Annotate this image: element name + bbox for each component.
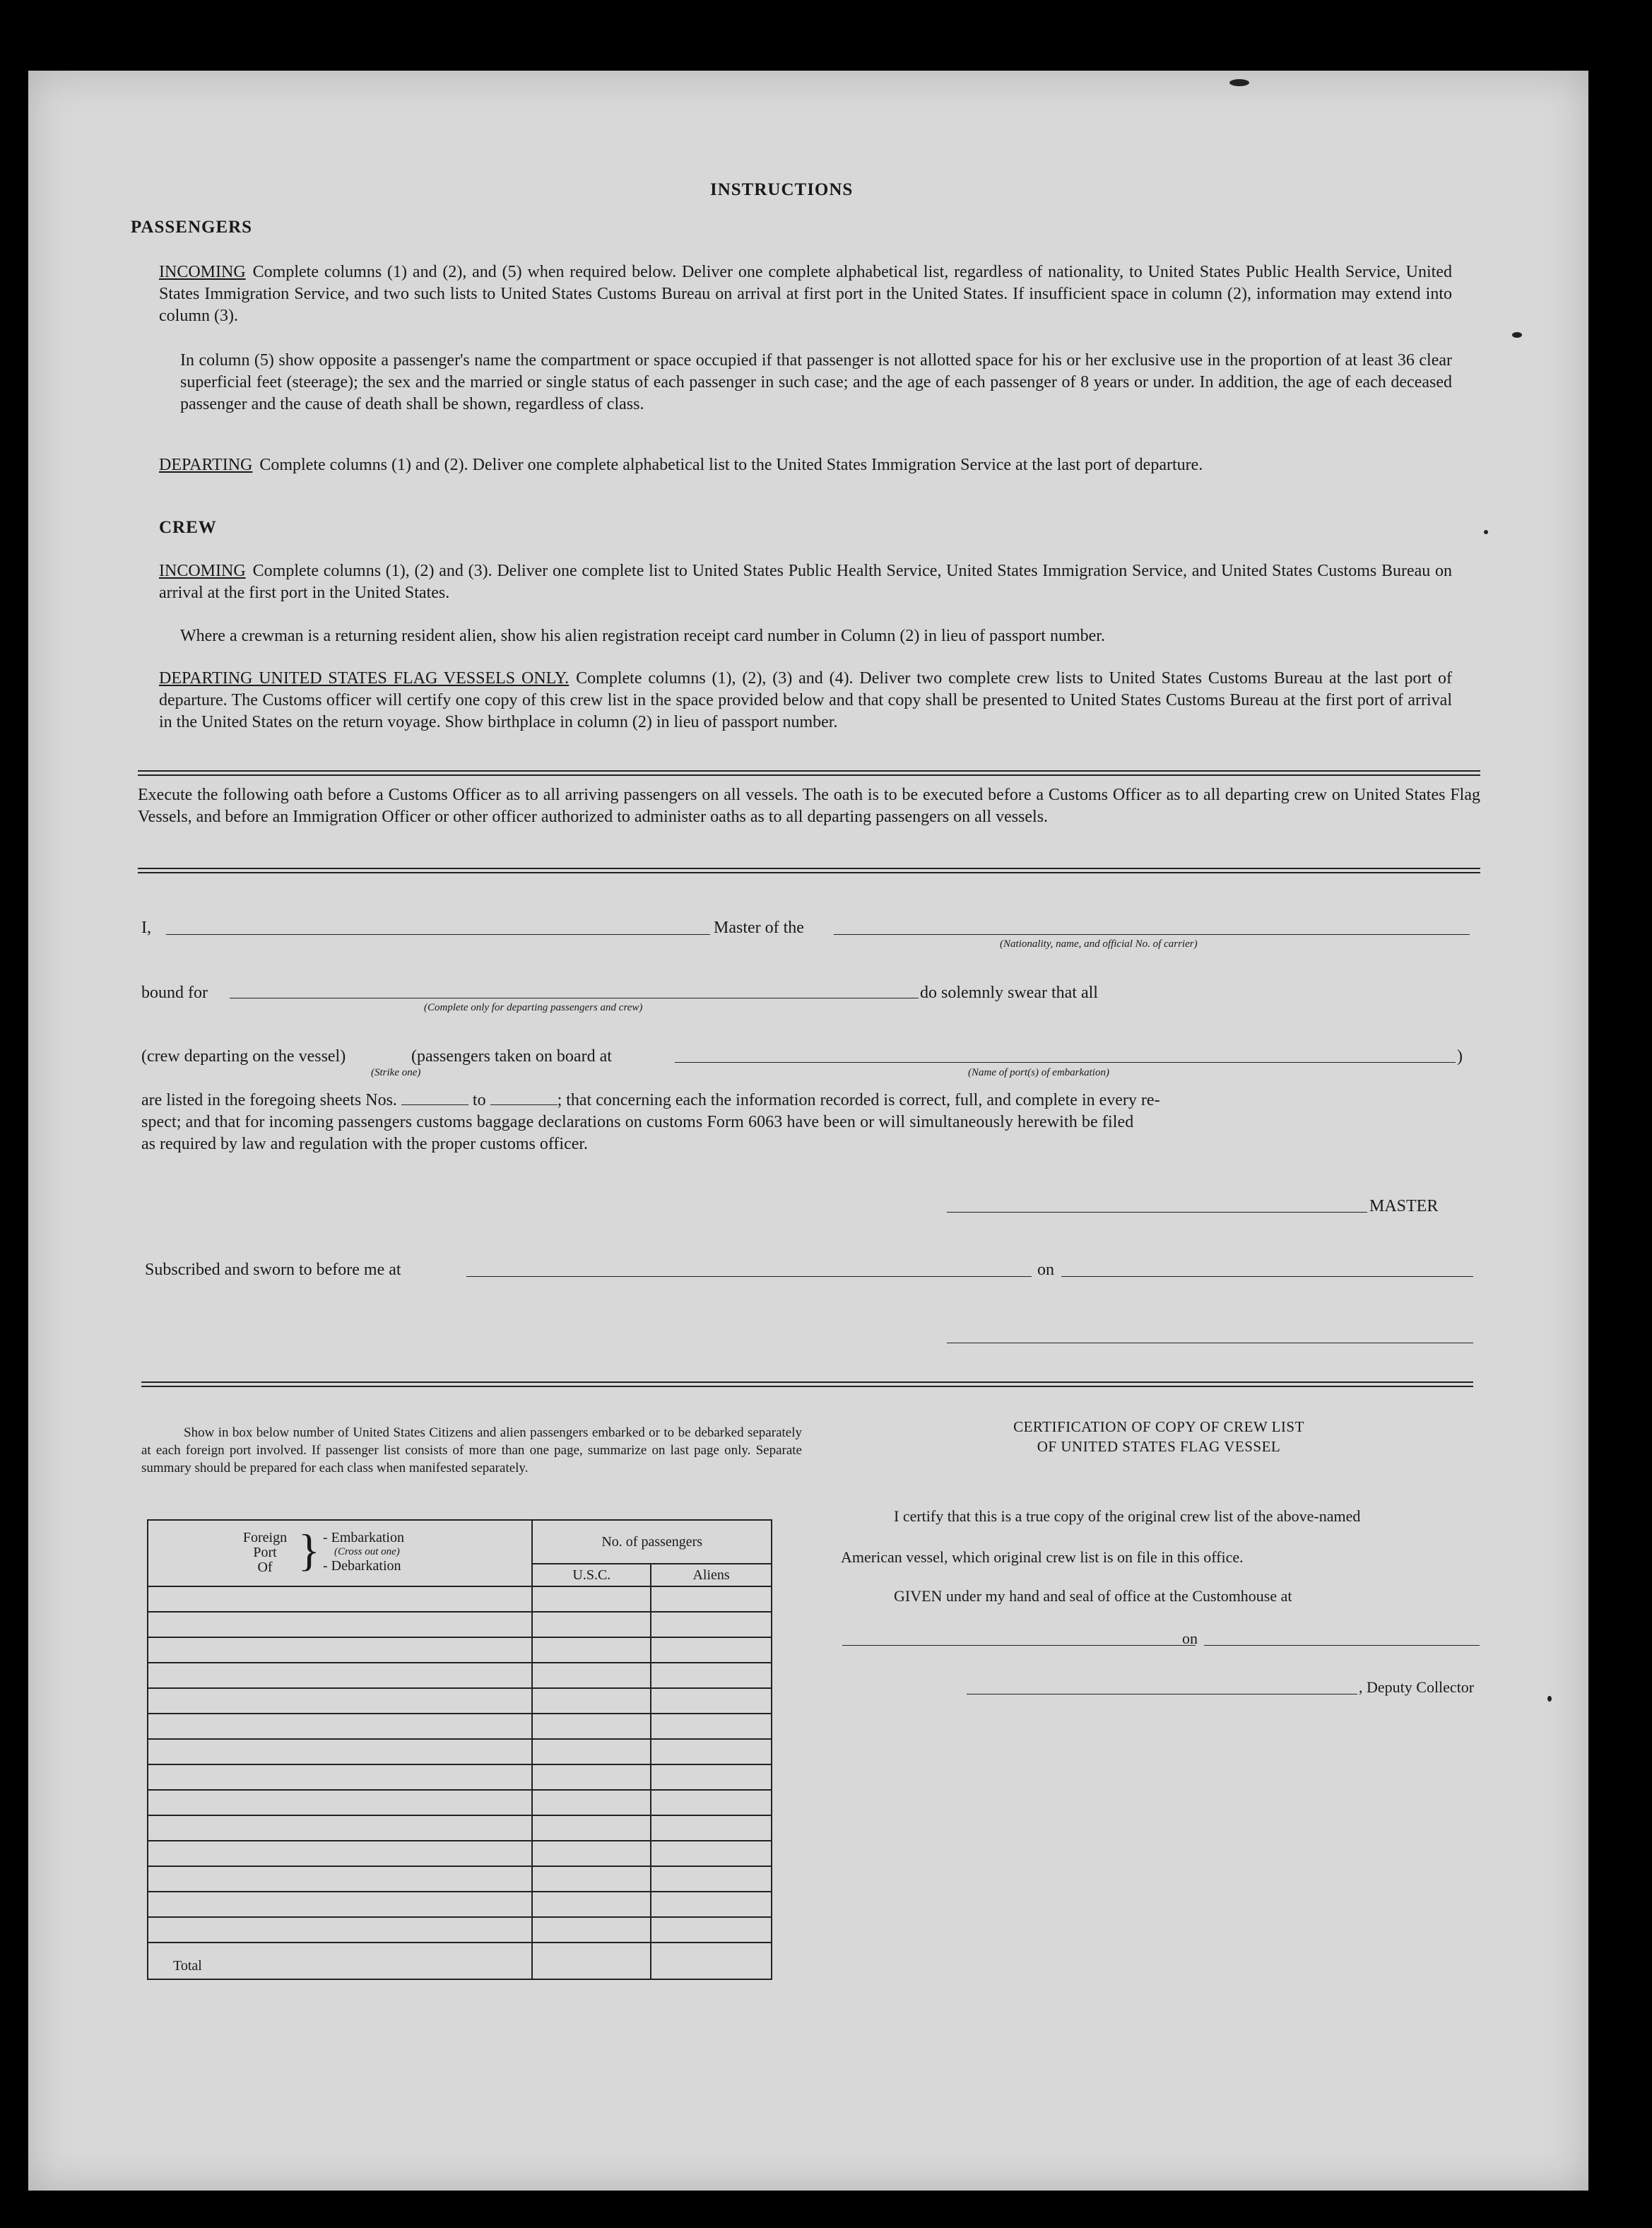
summary-row bbox=[148, 1790, 772, 1815]
listed-line-3: as required by law and regulation with the proper customs officer. bbox=[141, 1135, 589, 1153]
sheet-to-field[interactable] bbox=[490, 1104, 557, 1105]
summary-row bbox=[148, 1637, 772, 1663]
usc-cell[interactable] bbox=[532, 1714, 651, 1739]
scan-speck bbox=[1229, 79, 1249, 86]
summary-row bbox=[148, 1612, 772, 1637]
foreign-port-of bbox=[230, 1531, 300, 1575]
usc-cell[interactable] bbox=[532, 1892, 651, 1917]
master-signature-line[interactable] bbox=[947, 1212, 1367, 1213]
port-header-cell bbox=[148, 1520, 532, 1586]
port-cell[interactable] bbox=[148, 1663, 532, 1688]
summary-row bbox=[148, 1739, 772, 1764]
port-cell[interactable] bbox=[148, 1586, 532, 1612]
passengers-heading: PASSENGERS bbox=[131, 218, 253, 237]
subscribed-place-line[interactable] bbox=[466, 1276, 1032, 1277]
total-usc-cell[interactable] bbox=[532, 1943, 651, 1979]
summary-row bbox=[148, 1663, 772, 1688]
of-label: Of bbox=[257, 1560, 273, 1575]
summary-row bbox=[148, 1917, 772, 1943]
given-text: GIVEN under my hand and seal of office at the Customhouse at bbox=[894, 1587, 1292, 1605]
usc-cell[interactable] bbox=[532, 1612, 651, 1637]
listed-prefix: are listed in the foregoing sheets Nos. bbox=[141, 1091, 397, 1109]
scan-speck bbox=[1547, 1696, 1552, 1702]
usc-header: U.S.C. bbox=[532, 1564, 651, 1586]
ports-close-paren: ) bbox=[1457, 1047, 1463, 1066]
divider-2b bbox=[138, 872, 1480, 873]
aliens-cell[interactable] bbox=[651, 1637, 772, 1663]
aliens-header: Aliens bbox=[651, 1564, 772, 1586]
port-cell[interactable] bbox=[148, 1764, 532, 1790]
passengers-departing-paragraph bbox=[159, 454, 1452, 476]
summary-row bbox=[148, 1815, 772, 1841]
certify-text: I certify that this is a true copy of the original crew list of the above-named bbox=[894, 1507, 1361, 1525]
aliens-cell[interactable] bbox=[651, 1866, 772, 1892]
instructions-title: INSTRUCTIONS bbox=[710, 180, 854, 199]
usc-cell[interactable] bbox=[532, 1841, 651, 1866]
to-label: to bbox=[472, 1091, 486, 1109]
scan-speck bbox=[1484, 530, 1488, 534]
master-of-the-label: Master of the bbox=[714, 919, 804, 937]
master-name-line[interactable] bbox=[166, 934, 710, 935]
usc-cell[interactable] bbox=[532, 1790, 651, 1815]
port-cell[interactable] bbox=[148, 1815, 532, 1841]
oath-i-label: I, bbox=[141, 919, 151, 937]
aliens-cell[interactable] bbox=[651, 1586, 772, 1612]
aliens-cell[interactable] bbox=[651, 1790, 772, 1815]
summary-rows bbox=[148, 1586, 772, 1943]
listed-line bbox=[141, 1090, 1484, 1112]
column5-paragraph: In column (5) show opposite a passenger's name the compartment or space occupied if that passenger is not allotted space for his or her exclusive use in the proportion of at least 36 clear superficial feet (steerage); the sex and the married or single status of each passenger in such case; and the age of each passenger of 8 years or under. In addition, the age of each deceased passenger and the cause of death shall be shown, regardless of class. bbox=[180, 351, 1452, 413]
master-label: MASTER bbox=[1369, 1197, 1439, 1215]
swear-label: do solemnly swear that all bbox=[920, 984, 1098, 1002]
summary-row bbox=[148, 1688, 772, 1714]
usc-cell[interactable] bbox=[532, 1917, 651, 1943]
port-cell[interactable] bbox=[148, 1917, 532, 1943]
divider-3b bbox=[141, 1386, 1473, 1387]
certification-title bbox=[841, 1417, 1477, 1456]
crew-departing-option: (crew departing on the vessel) bbox=[141, 1047, 346, 1066]
certification-title-line1: CERTIFICATION OF COPY OF CREW LIST bbox=[1013, 1418, 1304, 1435]
summary-row bbox=[148, 1586, 772, 1612]
carrier-line[interactable] bbox=[834, 934, 1470, 935]
crew-incoming-text: Complete columns (1), (2) and (3). Deliver one complete list to United States Public Health Service, United States Immigration Service, and United States Customs Bureau on arrival at the first port in the United States. bbox=[159, 562, 1452, 602]
summary-row bbox=[148, 1764, 772, 1790]
aliens-cell[interactable] bbox=[651, 1714, 772, 1739]
aliens-cell[interactable] bbox=[651, 1841, 772, 1866]
brace-glyph: } bbox=[298, 1525, 320, 1575]
port-cell[interactable] bbox=[148, 1612, 532, 1637]
port-cell[interactable] bbox=[148, 1790, 532, 1815]
aliens-cell[interactable] bbox=[651, 1739, 772, 1764]
passengers-taken-option: (passengers taken on board at bbox=[411, 1047, 612, 1066]
strike-one-note: (Strike one) bbox=[371, 1067, 421, 1078]
passengers-incoming-label: INCOMING bbox=[159, 263, 246, 281]
cross-out-note: (Cross out one) bbox=[334, 1546, 400, 1557]
embark-options bbox=[323, 1531, 404, 1573]
port-cell[interactable] bbox=[148, 1739, 532, 1764]
passengers-incoming-paragraph bbox=[159, 261, 1452, 327]
aliens-cell[interactable] bbox=[651, 1917, 772, 1943]
aliens-cell[interactable] bbox=[651, 1892, 772, 1917]
carrier-note: (Nationality, name, and official No. of carrier) bbox=[1000, 938, 1198, 950]
subscribed-label: Subscribed and sworn to before me at bbox=[145, 1261, 401, 1279]
subscribed-date-line[interactable] bbox=[1061, 1276, 1473, 1277]
usc-cell[interactable] bbox=[532, 1663, 651, 1688]
ports-note: (Name of port(s) of embarkation) bbox=[968, 1067, 1109, 1078]
passengers-incoming-text: Complete columns (1) and (2), and (5) when required below. Deliver one complete alphabetical list, regardless of nationality, to United States Public Health Service, United States Immigration Service, and two such lists to United States Customs Bureau on arrival at first port in the United States. If insufficient space in column (2), information may extend into column (3). bbox=[159, 263, 1452, 325]
bound-for-label: bound for bbox=[141, 984, 208, 1002]
aliens-cell[interactable] bbox=[651, 1688, 772, 1714]
summary-row bbox=[148, 1841, 772, 1866]
certification-title-line2: OF UNITED STATES FLAG VESSEL bbox=[1037, 1438, 1281, 1455]
usc-cell[interactable] bbox=[532, 1815, 651, 1841]
customhouse-line[interactable] bbox=[842, 1645, 1196, 1646]
certification-on-label: on bbox=[1182, 1629, 1198, 1647]
passenger-summary-table bbox=[147, 1519, 772, 1980]
divider-1b bbox=[138, 774, 1480, 776]
subscribed-on-label: on bbox=[1037, 1261, 1054, 1279]
crew-heading: CREW bbox=[159, 518, 217, 537]
crew-departing-text: Complete columns (1), (2), (3) and (4). Deliver two complete crew lists to United States Customs Bureau at the last port of departure. The Customs officer will certify one copy of this crew list in the space provided below and that copy shall be presented to United States Customs Bureau at the first port of arrival in the United States on the return voyage. Show birthplace in column (2) in lieu of passport number. bbox=[159, 669, 1452, 731]
aliens-cell[interactable] bbox=[651, 1612, 772, 1637]
bound-for-note: (Complete only for departing passengers and crew) bbox=[424, 1002, 643, 1013]
summary-instructions: Show in box below number of United States Citizens and alien passengers embarked or to be debarked separately at each foreign port involved. If passenger list consists of more than one page, summarize on last page only. Separate summary should be prepared for each class when manifested separately. bbox=[141, 1425, 802, 1475]
port-label: Port bbox=[253, 1545, 277, 1560]
scan-speck bbox=[1512, 332, 1522, 338]
debarkation-option[interactable]: - Debarkation bbox=[323, 1558, 401, 1574]
summary-row bbox=[148, 1892, 772, 1917]
port-cell[interactable] bbox=[148, 1892, 532, 1917]
port-cell[interactable] bbox=[148, 1688, 532, 1714]
aliens-cell[interactable] bbox=[651, 1663, 772, 1688]
usc-cell[interactable] bbox=[532, 1637, 651, 1663]
port-cell[interactable] bbox=[148, 1841, 532, 1866]
oath-instruction: Execute the following oath before a Customs Officer as to all arriving passengers on all vessels. The oath is to be executed before a Customs Officer as to all departing crew on United States Flag Vessels, and before an Immigration Officer or other officer authorized to administer oaths as to all departing passengers on all vessels. bbox=[138, 786, 1480, 826]
port-cell[interactable] bbox=[148, 1637, 532, 1663]
divider-1a bbox=[138, 770, 1480, 772]
foreign-label: Foreign bbox=[242, 1530, 288, 1545]
crew-incoming-label: INCOMING bbox=[159, 562, 246, 580]
aliens-cell[interactable] bbox=[651, 1764, 772, 1790]
ports-line[interactable] bbox=[675, 1062, 1456, 1063]
port-cell[interactable] bbox=[148, 1714, 532, 1739]
crew-resident-paragraph: Where a crewman is a returning resident alien, show his alien registration receipt card number in Column (2) in lieu of passport number. bbox=[180, 627, 1105, 645]
form-sheet bbox=[28, 71, 1588, 2191]
listed-line-2: spect; and that for incoming passengers customs baggage declarations on customs Form 6063 have been or will simultaneously herewith be filed bbox=[141, 1113, 1134, 1131]
crew-departing-paragraph bbox=[159, 668, 1452, 733]
summary-row bbox=[148, 1714, 772, 1739]
usc-cell[interactable] bbox=[532, 1739, 651, 1764]
crew-incoming-paragraph bbox=[159, 560, 1452, 604]
port-cell[interactable] bbox=[148, 1866, 532, 1892]
deputy-collector-label: , Deputy Collector bbox=[1359, 1678, 1475, 1696]
certification-date-line[interactable] bbox=[1204, 1645, 1480, 1646]
summary-row bbox=[148, 1866, 772, 1892]
divider-3a bbox=[141, 1381, 1473, 1383]
passengers-departing-text: Complete columns (1) and (2). Deliver one complete alphabetical list to the United States Immigration Service at the last port of departure. bbox=[259, 456, 1203, 474]
divider-2a bbox=[138, 868, 1480, 869]
total-label: Total bbox=[148, 1943, 532, 1979]
american-vessel-text: American vessel, which original crew list is on file in this office. bbox=[841, 1548, 1244, 1566]
embarkation-option[interactable]: - Embarkation bbox=[323, 1530, 404, 1545]
usc-cell[interactable] bbox=[532, 1586, 651, 1612]
no-of-passengers-header: No. of passengers bbox=[532, 1520, 772, 1564]
usc-cell[interactable] bbox=[532, 1764, 651, 1790]
crew-departing-label: DEPARTING UNITED STATES FLAG VESSELS ONLY. bbox=[159, 669, 570, 688]
aliens-cell[interactable] bbox=[651, 1815, 772, 1841]
passengers-departing-label: DEPARTING bbox=[159, 456, 253, 474]
usc-cell[interactable] bbox=[532, 1866, 651, 1892]
usc-cell[interactable] bbox=[532, 1688, 651, 1714]
sheet-from-field[interactable] bbox=[401, 1104, 468, 1105]
total-aliens-cell[interactable] bbox=[651, 1943, 772, 1979]
listed-suffix: ; that concerning each the information recorded is correct, full, and complete in every re- bbox=[557, 1091, 1160, 1109]
